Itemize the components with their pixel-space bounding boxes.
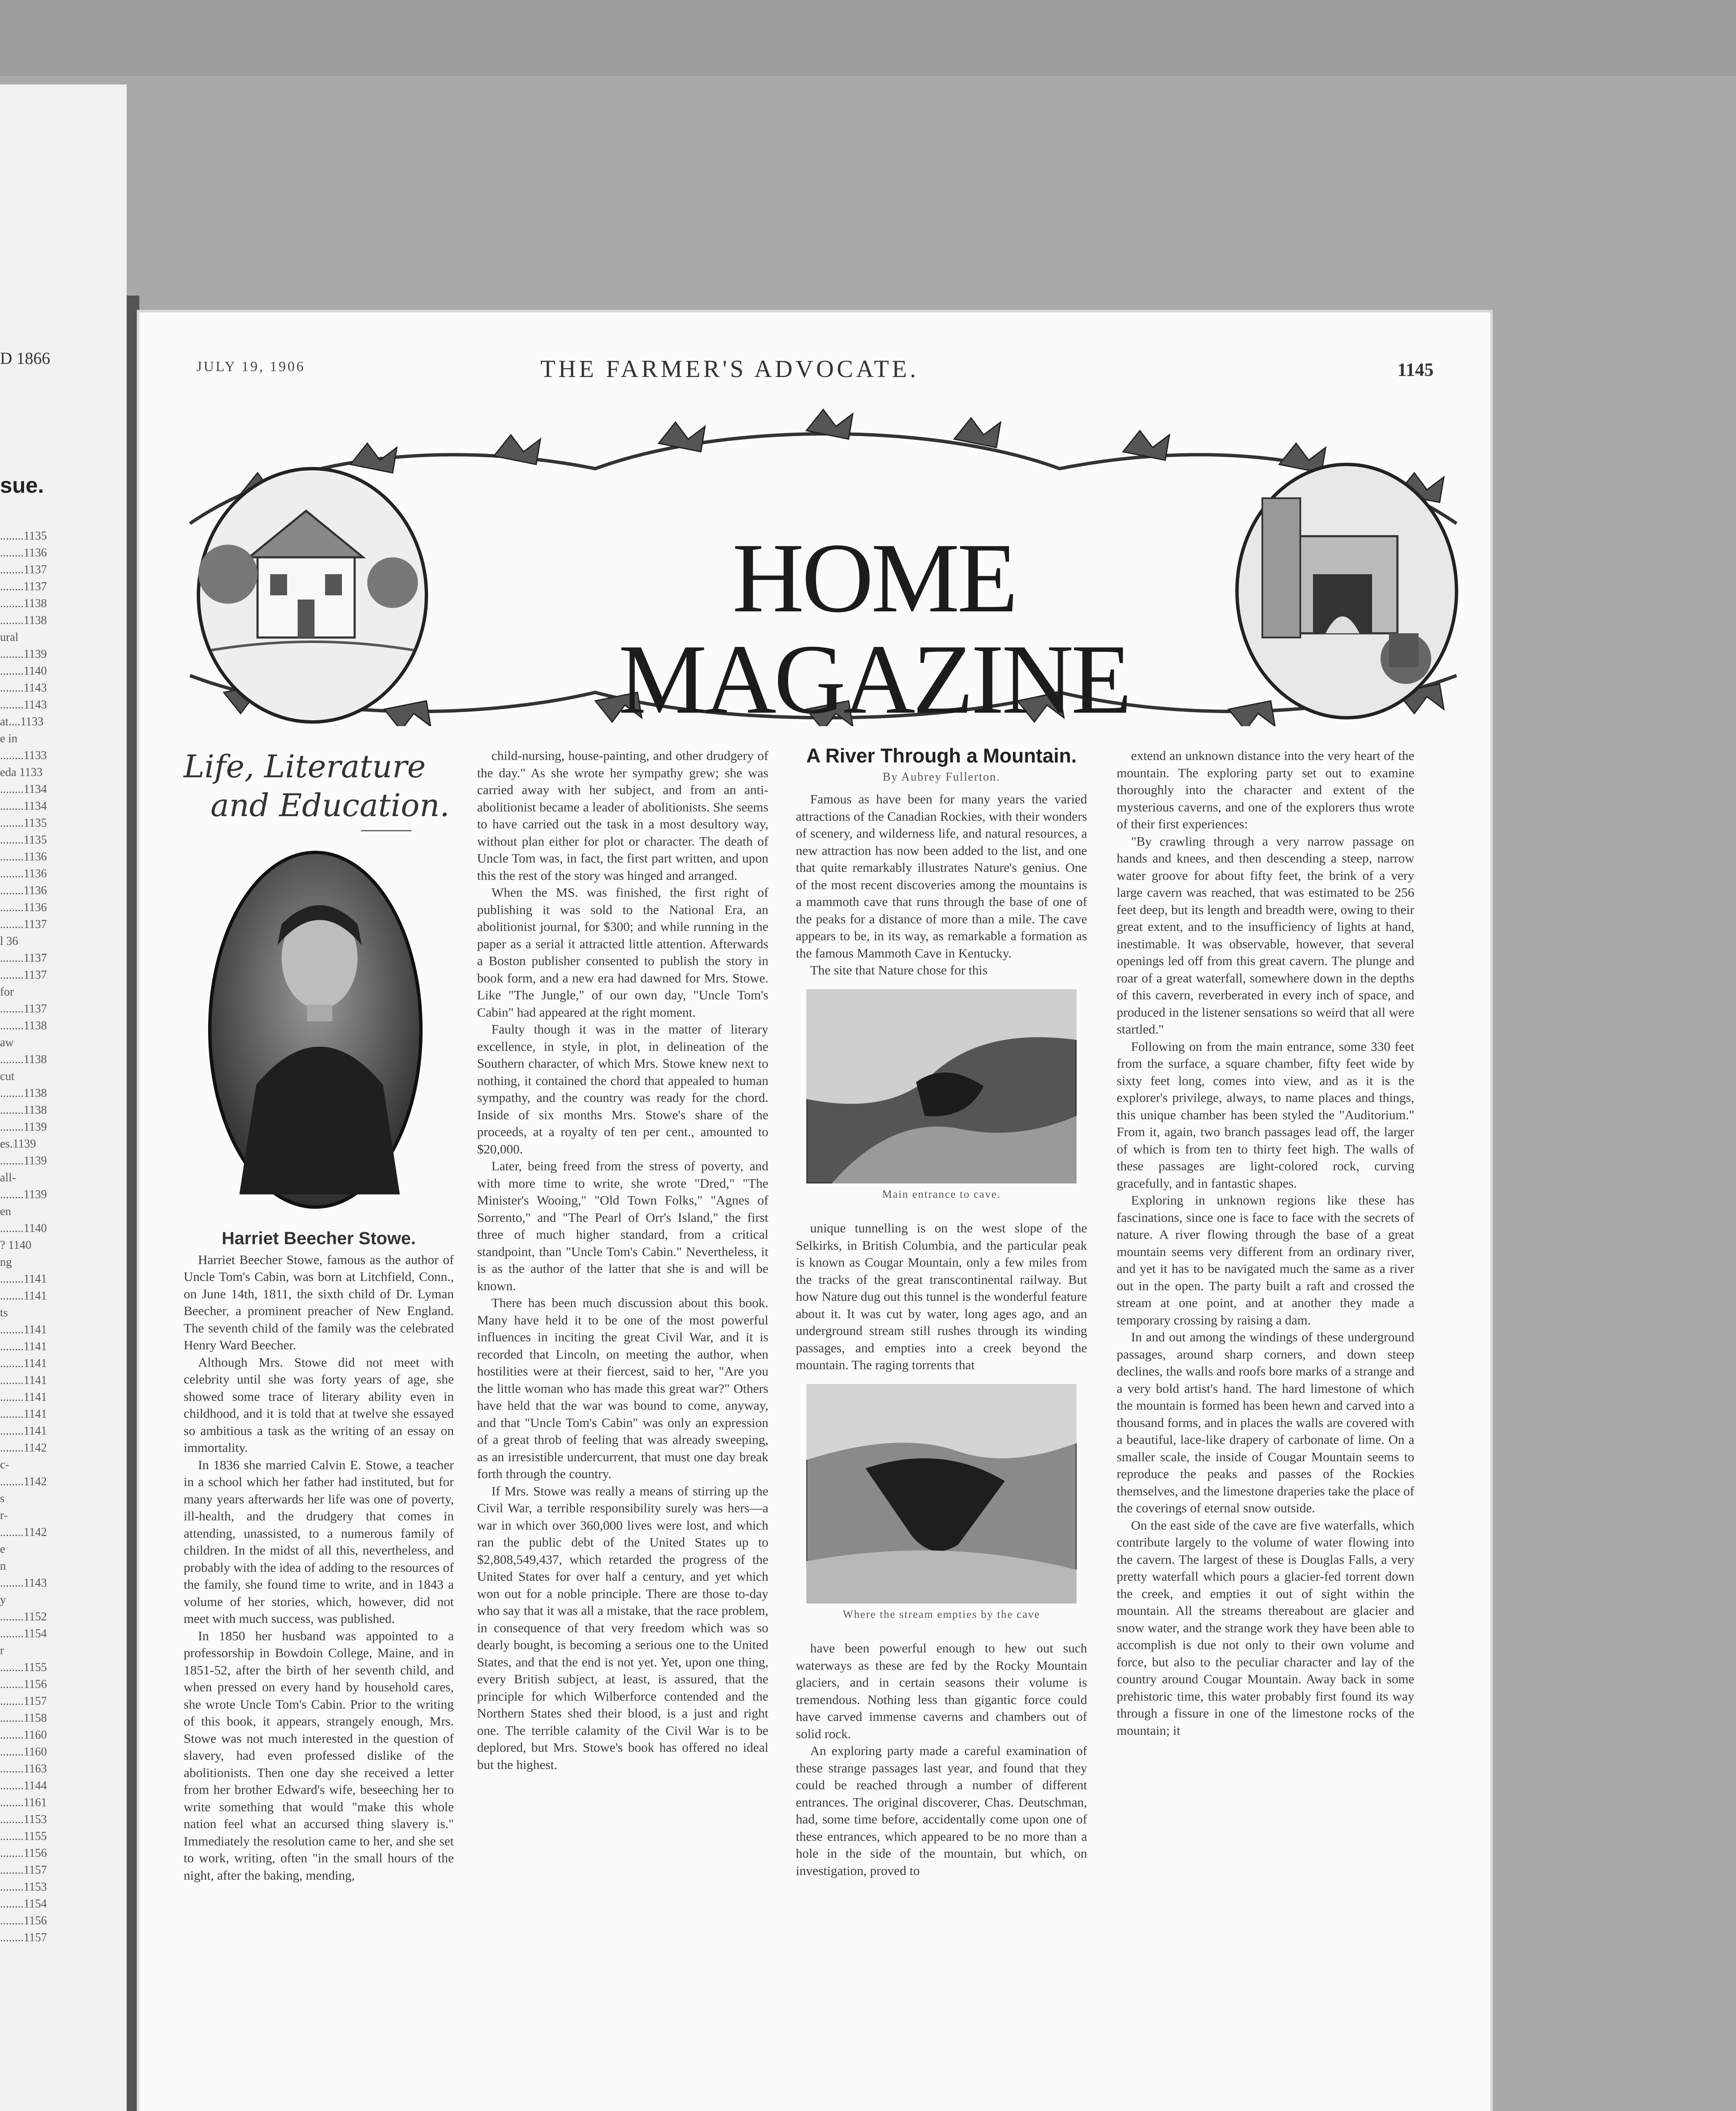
index-entry: ........1161 (0, 1796, 47, 1809)
article-paragraph: have been powerful enough to hew out such waterways as these are fed by the Rocky Mountain glaciers, and in certain seasons their volume is tremendous. Nothing less than gigantic force could have carved immense caverns and chambers out of solid rock. (796, 1641, 1087, 1741)
index-entry: ........1153 (0, 1813, 47, 1826)
index-entry: ........1154 (0, 1627, 47, 1640)
issue-date: JULY 19, 1906 (196, 359, 305, 374)
index-entry: ........1141 (0, 1323, 47, 1336)
index-entry: ........1136 (0, 901, 47, 914)
index-entry: at....1133 (0, 715, 44, 728)
index-entry: ........1135 (0, 817, 47, 830)
index-entry: e in (0, 732, 18, 745)
section-heading-line-2: and Education. (210, 787, 450, 824)
index-entry: ........1139 (0, 1121, 47, 1134)
index-entry: ........1138 (0, 597, 47, 610)
article-paragraph: On the east side of the cave are five waterfalls, which contribute largely to the volume of water flowing into the cavern. The largest of these is Douglas Falls, a very pretty waterfall which pours a glacier-fed torrent down the creek, and empties it out of sight within the mountain. All the streams thereabout are glacier and snow water, and the strange work they have been able to accomplish is due not only to their own volume and force, but also to the peculiar character and lay of the country around Cougar Mountain. Away back in some prehistoric time, this water probably first found its way through a fissure in one of the limestone rocks of the mountain; it (1117, 1517, 1414, 1738)
article-paragraph: Faulty though it was in the matter of literary excellence, in style, in plot, in delineation of the Southern character, of which Mrs. Stowe knew next to nothing, it contained the chord that appealed to human sympathy, and the country was ready for the chord. Inside of six months Mrs. Stowe's share of the proceeds, at a royalty of ten per cent., amounted to $20,000. (477, 1022, 768, 1156)
index-entry: ........1157 (0, 1695, 47, 1708)
article-paragraph: Although Mrs. Stowe did not meet with celebrity until she was forty years of age, she showed some trace of literary ability even in childhood, and it is told that at twelve she essayed so ambitious a task as the writing of an essay on immortality. (184, 1354, 454, 1455)
index-entry: ........1163 (0, 1762, 47, 1775)
index-entry: ........1141 (0, 1425, 47, 1438)
index-entry: ........1139 (0, 648, 47, 661)
cave-entrance-photo (806, 989, 1077, 1183)
index-entry: ........1135 (0, 833, 47, 847)
article-paragraph: unique tunnelling is on the west slope of the Selkirks, in British Columbia, and the particular peak is known as Cougar Mountain, only a few miles from the tracks of the great transcontinental railway. But how Nature dug out this tunnel is the wonderful feature about it. It was cut by water, long ages ago, and an underground stream still rushes through its winding passages, and empties into a creek beyond the mountain. The raging torrents that (796, 1221, 1087, 1372)
article-paragraph: Following on from the main entrance, some 330 feet from the surface, a square chamber, fifty feet wide by sixty feet long, comes into view, and as it is the explorer's privilege, always, to name places and things, this unique chamber has been styled the "Auditorium." From it, again, two branch passages lead off, the larger of which is from ten to thirty feet high. The walls of these passages are light-colored rock, curving gracefully, and in fantastic shapes. (1117, 1039, 1414, 1191)
masthead-banner (173, 397, 1473, 735)
magazine-page (139, 312, 1490, 2111)
index-entry: ........1141 (0, 1408, 47, 1421)
article-paragraph: When the MS. was finished, the first right of publishing it was sold to the National Era, an abolitionist journal, for $300; and while running in the paper as a serial it attracted little attention. Afterwards a Boston publisher consented to publish the story in book form, and a new era had dawned for Mrs. Stowe. Like "The Jungle," of our own day, "Uncle Tom's Cabin" had appeared at the right moment. (477, 885, 768, 1020)
index-entry: cut (0, 1070, 15, 1083)
index-entry: ........1144 (0, 1779, 47, 1792)
river-article-byline: By Aubrey Fullerton. (882, 770, 1001, 784)
index-entry: ........1137 (0, 969, 47, 982)
index-entry: ........1137 (0, 952, 47, 965)
index-entry: ........1142 (0, 1475, 47, 1488)
heading-rule (361, 830, 412, 831)
page-gutter (127, 296, 139, 2111)
article-paragraph: An exploring party made a careful examination of these strange passages last year, and found that they could be reached through a number of different entrances. The original discoverer, Chas. Deutschman, had, some time before, accidentally come upon one of these entrances, which appeared to be no more than a hole in the side of the mountain, but which, on investigation, proved to (796, 1743, 1087, 1878)
index-entry: ........1136 (0, 546, 47, 559)
article-paragraph: Famous as have been for many years the varied attractions of the Canadian Rockies, with their wonders of scenery, and wilderness life, and natural resources, a new attraction has now been added to the list, and one that quite remarkably illustrates Nature's genius. One of the most recent discoveries among the mountains is a mammoth cave that runs through the base of one of the peaks for a distance of more than a mile. The cave appears to be, in its way, as remarkable a formation as the famous Mammoth Cave in Kentucky. (796, 792, 1087, 961)
cave-entrance-caption: Main entrance to cave. (882, 1188, 1001, 1200)
index-entry: ? 1140 (0, 1239, 32, 1252)
index-entry: ........1137 (0, 563, 47, 576)
portrait-image (206, 848, 425, 1211)
index-entry: r- (0, 1509, 8, 1522)
article-paragraph: If Mrs. Stowe was really a means of stirring up the Civil War, a terrible responsibility surely was hers—a war in which over 360,000 lives were lost, and which ran the public debt of the United States up to $2,808,549,437, which retarded the progress of the United States for over half a century, and yet which won out for a noble principle. There are those to-day who say that it was all a mistake, that the race problem, in consequence of that very freedom which was so dearly bought, is becoming a serious one to the United States, and that the end is not yet. Yet, upon one thing, every British subject, at least, is assured, that the principle for which Wilberforce contended and the Northern States shed their blood, is a just and right one. The terrible calamity of the Civil War is to be deplored, but Mrs. Stowe's book has offered no ideal but the highest. (477, 1483, 768, 1772)
index-entry: ........1160 (0, 1745, 47, 1758)
previous-page-index (0, 528, 122, 1946)
index-entry: es.1139 (0, 1137, 36, 1150)
index-entry: ........1138 (0, 1019, 47, 1032)
index-entry: ........1134 (0, 783, 47, 796)
column-3 (796, 744, 1087, 1879)
index-entry: ........1142 (0, 1441, 47, 1454)
index-entry: ts (0, 1306, 8, 1319)
index-entry: ........1141 (0, 1273, 47, 1286)
index-entry: ........1137 (0, 580, 47, 593)
index-entry: e (0, 1543, 5, 1556)
index-entry: l 36 (0, 935, 18, 948)
index-entry: ........1137 (0, 918, 47, 931)
index-entry: for (0, 985, 14, 999)
index-entry: n (0, 1560, 6, 1573)
index-entry: s (0, 1492, 5, 1505)
index-entry: ........1140 (0, 1222, 47, 1235)
river-article-part-2 (796, 1220, 1087, 1374)
index-entry: ........1141 (0, 1391, 47, 1404)
index-entry: ........1138 (0, 1104, 47, 1117)
index-entry: ........1155 (0, 1661, 47, 1674)
article-paragraph: Harriet Beecher Stowe, famous as the author of Uncle Tom's Cabin, was born at Litchfield, Conn., on June 14th, 1811, the sixth child of Dr. Lyman Beecher, a prominent preacher of New England. The seventh child of the family was the celebrated Henry Ward Beecher. (184, 1252, 454, 1352)
index-entry: ........1134 (0, 800, 47, 813)
article-paragraph: In 1836 she married Calvin E. Stowe, a teacher in a school which her father had instituted, but for many years afterwards her life was one of poverty, ill-health, and the drudgery that comes in attending, unassisted, to a numerous family of children. In the midst of all this, nevertheless, and probably with the idea of adding to the resources of the family, she found time to write, and in 1843 a volume of her stories, which, however, did not meet with much success, was published. (184, 1457, 454, 1626)
article-paragraph: There has been much discussion about this book. Many have held it to be one of the most powerful influences in inciting the great Civil War, and it is recorded that Lincoln, on meeting the author, when hostilities were at their fiercest, said to her, "Are you the little woman who has made this great war?" Others have held that the war was bound to come, anyway, and that "Uncle Tom's Cabin" was only an expression of a great throb of feeling that was already sweeping, as an irresistible undercurrent, that must one day break forth through the country. (477, 1295, 768, 1481)
article-paragraph: Exploring in unknown regions like these has fascinations, since one is face to face with the secrets of nature. A river flowing through the base of a great mountain seems very different from an ordinary river, and yet it has to be navigated much the same as a river out in the open. The party built a raft and crossed the stream at one point, and at another they made a temporary crossing by raising a dam. (1117, 1193, 1414, 1327)
index-entry: ........1157 (0, 1931, 47, 1944)
index-entry: ........1135 (0, 529, 47, 543)
previous-page-subheading: sue. (0, 473, 44, 498)
article-paragraph: Later, being freed from the stress of poverty, and with more time to write, she wrote "Dred," "The Minister's Wooing," "Old Town Folks," "Agnes of Sorrento," and "The Pearl of Orr's Island," the first three of much higher standard, from a critical standpoint, than "Uncle Tom's Cabin." Nevertheless, it is as the author of the latter that she is and will be known. (477, 1159, 768, 1293)
article-paragraph: In 1850 her husband was appointed to a professorship in Bowdoin College, Maine, and in 1851-52, after the birth of her seventh child, and when pressed on every hand by household cares, she wrote Uncle Tom's Cabin. Prior to the writing of this book, it appears, strangely enough, Mrs. Stowe was not much interested in the question of slavery, had even professed dislike of the abolitionists. Then one day she received a letter from her brother Edward's wife, beseeching her to write something that would "make this whole nation feel what an accursed thing slavery is." Immediately the resolution came to her, and she set to work, writing, often "in the small hours of the night, after the baking, mending, (184, 1628, 454, 1883)
index-entry: ........1133 (0, 749, 47, 762)
index-entry: aw (0, 1036, 14, 1049)
index-entry: r (0, 1644, 4, 1657)
index-entry: ........1141 (0, 1340, 47, 1353)
river-article-part-3 (796, 1640, 1087, 1879)
index-entry: ........1156 (0, 1847, 47, 1860)
film-border-top (0, 0, 1736, 76)
index-entry: ........1139 (0, 1154, 47, 1167)
previous-page-header: D 1866 (0, 349, 50, 368)
section-heading-line-1: Life, Literature (184, 749, 426, 785)
stream-outlet-photo (806, 1384, 1077, 1604)
index-entry: ng (0, 1256, 12, 1269)
index-entry: ........1143 (0, 1576, 47, 1590)
index-entry: ........1155 (0, 1830, 47, 1843)
stream-outlet-caption: Where the stream empties by the cave (843, 1608, 1040, 1620)
index-entry: ........1138 (0, 614, 47, 627)
index-entry: ........1154 (0, 1897, 47, 1910)
column-1 (184, 747, 454, 1884)
article-paragraph: "By crawling through a very narrow passage on hands and knees, and then descending a steep, narrow water groove for about fifty feet, the brink of a very large cavern was reached, that was estimated to be 256 feet deep, but its length and breadth were, owing to their great extent, and to the insufficiency of lights at hand, inestimable. It was observable, however, that several openings led off from this great cavern. The plunge and roar of a great waterfall, somewhere down in the depths of this cavern, reverberated in every inch of space, and produced in the listener sensations so weird that all were startled." (1117, 833, 1414, 1037)
index-entry: ........1142 (0, 1526, 47, 1539)
article-paragraph: The site that Nature chose for this (810, 963, 988, 977)
index-entry: ........1140 (0, 665, 47, 678)
index-entry: ........1141 (0, 1374, 47, 1387)
index-entry: ........1137 (0, 1002, 47, 1015)
index-entry: ........1160 (0, 1728, 47, 1742)
article-paragraph: extend an unknown distance into the very heart of the mountain. The exploring party set out to examine thoroughly into the character and extent of the mysterious caverns, and one of the explorers thus wrote of their first experiences: (1117, 748, 1414, 831)
index-entry: ........1156 (0, 1914, 47, 1927)
index-entry: ........1141 (0, 1289, 47, 1302)
index-entry: ........1156 (0, 1678, 47, 1691)
index-entry: ........1136 (0, 884, 47, 897)
index-entry: all- (0, 1171, 16, 1184)
index-entry: ........1139 (0, 1188, 47, 1201)
magazine-section-title: HOME MAGAZINE (618, 523, 1130, 735)
stowe-article-part-1 (184, 1251, 454, 1884)
index-entry: y (0, 1593, 6, 1606)
index-entry: ........1138 (0, 1087, 47, 1100)
index-entry: ........1143 (0, 681, 47, 695)
index-entry: ........1157 (0, 1864, 47, 1877)
index-entry: en (0, 1205, 11, 1218)
index-entry: ........1153 (0, 1880, 47, 1894)
index-entry: ural (0, 631, 19, 644)
index-entry: ........1143 (0, 698, 47, 711)
index-entry: c- (0, 1458, 9, 1471)
index-entry: ........1141 (0, 1357, 47, 1370)
previous-page-fragment (0, 84, 127, 2111)
index-entry: ........1138 (0, 1053, 47, 1066)
river-article-title: A River Through a Mountain. (806, 744, 1077, 767)
stowe-portrait (206, 848, 425, 1211)
river-article-part-4 (1117, 747, 1414, 1739)
article-paragraph: In and out among the windings of these underground passages, around sharp corners, and down steep declines, the walls and roofs bore marks of a strange and a very bold artist's hand. The hard limestone of which the mountain is formed has been hewn and carved into a thousand forms, and in places the walls are covered with a beautiful, lace-like drapery of carbonate of lime. On a smaller scale, the inside of Cougar Mountain seems to reproduce the peaks and passes of the Rockies themselves, and the limestone draperies take the place of the coverings of eternal snow outside. (1117, 1330, 1414, 1515)
index-entry: ........1136 (0, 867, 47, 880)
index-entry: eda 1133 (0, 766, 43, 779)
index-entry: ........1136 (0, 850, 47, 863)
article-paragraph: child-nursing, house-painting, and other drudgery of the day." As she wrote her sympathy grew; she was carried away with her subject, and from an anti-abolitionist became a leader of abolitionists. She seems to have carried out the task in a most desultory way, without plan either for plot or character. The death of Uncle Tom was, in fact, the first part written, and upon this the rest of the story was hinged and arranged. (477, 748, 768, 883)
stowe-article-part-2 (477, 747, 768, 1773)
page-number: 1145 (1397, 359, 1434, 380)
index-entry: ........1152 (0, 1610, 47, 1623)
river-article-part-1 (796, 791, 1087, 979)
index-entry: ........1158 (0, 1712, 47, 1725)
publication-title: THE FARMER'S ADVOCATE. (540, 355, 919, 383)
portrait-caption: Harriet Beecher Stowe. (222, 1228, 416, 1248)
